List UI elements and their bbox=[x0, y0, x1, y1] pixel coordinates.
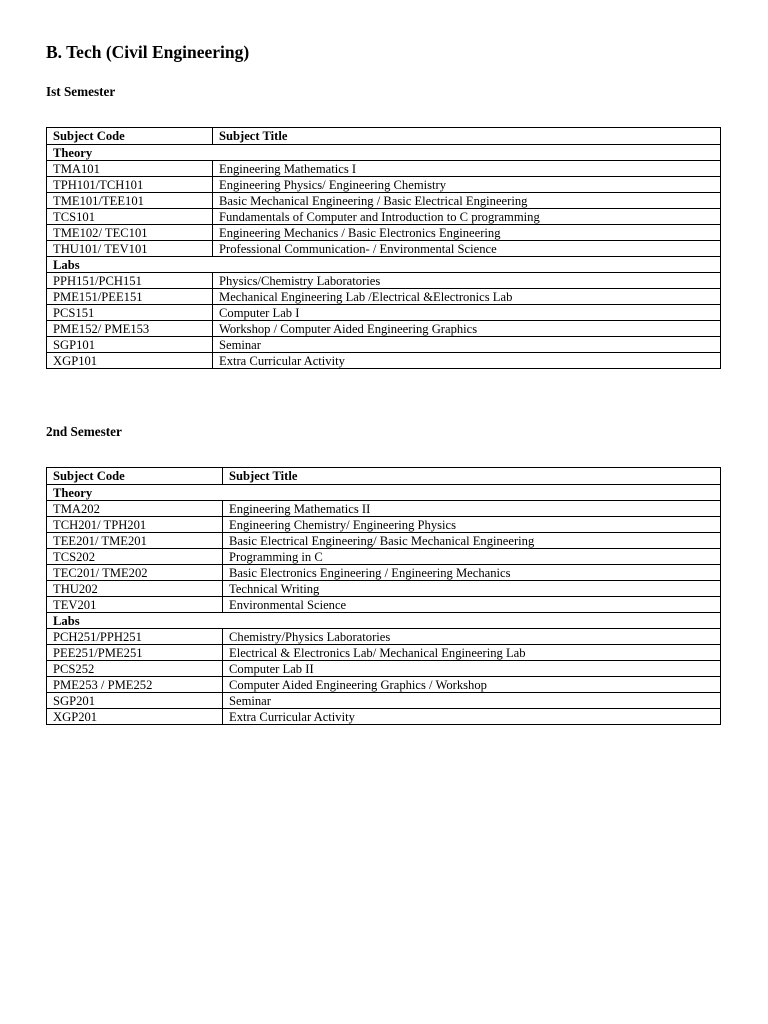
section-label: Labs bbox=[47, 613, 721, 629]
subject-title-cell: Extra Curricular Activity bbox=[223, 709, 721, 725]
semester-1-table bbox=[46, 127, 721, 369]
table-row bbox=[47, 693, 721, 709]
subject-code-cell: XGP201 bbox=[47, 709, 223, 725]
subject-code-cell: PCS252 bbox=[47, 661, 223, 677]
semester-2-heading: 2nd Semester bbox=[46, 424, 122, 439]
page-title: B. Tech (Civil Engineering) bbox=[46, 42, 250, 62]
subject-title-cell: Engineering Mathematics II bbox=[223, 501, 721, 517]
semester-1-table-body bbox=[47, 128, 721, 369]
subject-title-cell: Programming in C bbox=[223, 549, 721, 565]
subject-code-cell: TCS202 bbox=[47, 549, 223, 565]
table-row bbox=[47, 273, 721, 289]
table-header-row bbox=[47, 128, 721, 145]
subject-code-cell: PCS151 bbox=[47, 305, 213, 321]
subject-title-cell: Engineering Physics/ Engineering Chemistry bbox=[213, 177, 721, 193]
table-row bbox=[47, 337, 721, 353]
section-row bbox=[47, 485, 721, 501]
table-row bbox=[47, 517, 721, 533]
section-row bbox=[47, 145, 721, 161]
subject-code-cell: PME151/PEE151 bbox=[47, 289, 213, 305]
subject-title-cell: Fundamentals of Computer and Introduction to C programming bbox=[213, 209, 721, 225]
subject-title-cell: Technical Writing bbox=[223, 581, 721, 597]
subject-title-cell: Chemistry/Physics Laboratories bbox=[223, 629, 721, 645]
table-row bbox=[47, 241, 721, 257]
subject-code-cell: THU101/ TEV101 bbox=[47, 241, 213, 257]
table-row bbox=[47, 661, 721, 677]
subject-code-header: Subject Code bbox=[47, 128, 213, 145]
subject-code-cell: TCS101 bbox=[47, 209, 213, 225]
subject-title-cell: Engineering Chemistry/ Engineering Physics bbox=[223, 517, 721, 533]
section-row bbox=[47, 613, 721, 629]
table-row bbox=[47, 645, 721, 661]
subject-title-header: Subject Title bbox=[213, 128, 721, 145]
table-row bbox=[47, 193, 721, 209]
semester-2-table-body bbox=[47, 468, 721, 725]
subject-title-cell: Mechanical Engineering Lab /Electrical &Electronics Lab bbox=[213, 289, 721, 305]
table-row bbox=[47, 501, 721, 517]
subject-code-cell: TEE201/ TME201 bbox=[47, 533, 223, 549]
table-header-row bbox=[47, 468, 721, 485]
table-row bbox=[47, 677, 721, 693]
subject-title-cell: Basic Electronics Engineering / Engineering Mechanics bbox=[223, 565, 721, 581]
subject-code-cell: SGP101 bbox=[47, 337, 213, 353]
table-row bbox=[47, 565, 721, 581]
semester-1-heading: Ist Semester bbox=[46, 84, 116, 99]
section-label: Theory bbox=[47, 145, 721, 161]
subject-title-cell: Basic Electrical Engineering/ Basic Mechanical Engineering bbox=[223, 533, 721, 549]
subject-title-cell: Basic Mechanical Engineering / Basic Electrical Engineering bbox=[213, 193, 721, 209]
subject-title-cell: Engineering Mechanics / Basic Electronics Engineering bbox=[213, 225, 721, 241]
subject-code-cell: TCH201/ TPH201 bbox=[47, 517, 223, 533]
subject-title-header: Subject Title bbox=[223, 468, 721, 485]
subject-title-cell: Physics/Chemistry Laboratories bbox=[213, 273, 721, 289]
table-row bbox=[47, 709, 721, 725]
table-row bbox=[47, 549, 721, 565]
subject-code-cell: PPH151/PCH151 bbox=[47, 273, 213, 289]
semester-2-table bbox=[46, 467, 721, 725]
subject-title-cell: Computer Lab I bbox=[213, 305, 721, 321]
subject-code-cell: TEV201 bbox=[47, 597, 223, 613]
subject-title-cell: Extra Curricular Activity bbox=[213, 353, 721, 369]
table-row bbox=[47, 209, 721, 225]
subject-title-cell: Computer Lab II bbox=[223, 661, 721, 677]
subject-code-cell: TEC201/ TME202 bbox=[47, 565, 223, 581]
table-row bbox=[47, 629, 721, 645]
subject-title-cell: Electrical & Electronics Lab/ Mechanical Engineering Lab bbox=[223, 645, 721, 661]
subject-code-header: Subject Code bbox=[47, 468, 223, 485]
section-label: Labs bbox=[47, 257, 721, 273]
table-row bbox=[47, 225, 721, 241]
subject-title-cell: Engineering Mathematics I bbox=[213, 161, 721, 177]
table-row bbox=[47, 597, 721, 613]
table-row bbox=[47, 289, 721, 305]
subject-title-cell: Professional Communication- / Environmental Science bbox=[213, 241, 721, 257]
subject-title-cell: Workshop / Computer Aided Engineering Graphics bbox=[213, 321, 721, 337]
subject-code-cell: TMA101 bbox=[47, 161, 213, 177]
table-row bbox=[47, 177, 721, 193]
subject-code-cell: SGP201 bbox=[47, 693, 223, 709]
section-label: Theory bbox=[47, 485, 721, 501]
table-row bbox=[47, 321, 721, 337]
table-row bbox=[47, 353, 721, 369]
subject-code-cell: TMA202 bbox=[47, 501, 223, 517]
subject-title-cell: Environmental Science bbox=[223, 597, 721, 613]
subject-code-cell: PME253 / PME252 bbox=[47, 677, 223, 693]
table-row bbox=[47, 581, 721, 597]
subject-code-cell: PME152/ PME153 bbox=[47, 321, 213, 337]
subject-title-cell: Seminar bbox=[213, 337, 721, 353]
subject-code-cell: PEE251/PME251 bbox=[47, 645, 223, 661]
table-row bbox=[47, 161, 721, 177]
subject-code-cell: TME101/TEE101 bbox=[47, 193, 213, 209]
table-row bbox=[47, 533, 721, 549]
subject-title-cell: Seminar bbox=[223, 693, 721, 709]
subject-code-cell: TME102/ TEC101 bbox=[47, 225, 213, 241]
subject-code-cell: THU202 bbox=[47, 581, 223, 597]
subject-title-cell: Computer Aided Engineering Graphics / Workshop bbox=[223, 677, 721, 693]
section-row bbox=[47, 257, 721, 273]
subject-code-cell: TPH101/TCH101 bbox=[47, 177, 213, 193]
subject-code-cell: XGP101 bbox=[47, 353, 213, 369]
subject-code-cell: PCH251/PPH251 bbox=[47, 629, 223, 645]
table-row bbox=[47, 305, 721, 321]
